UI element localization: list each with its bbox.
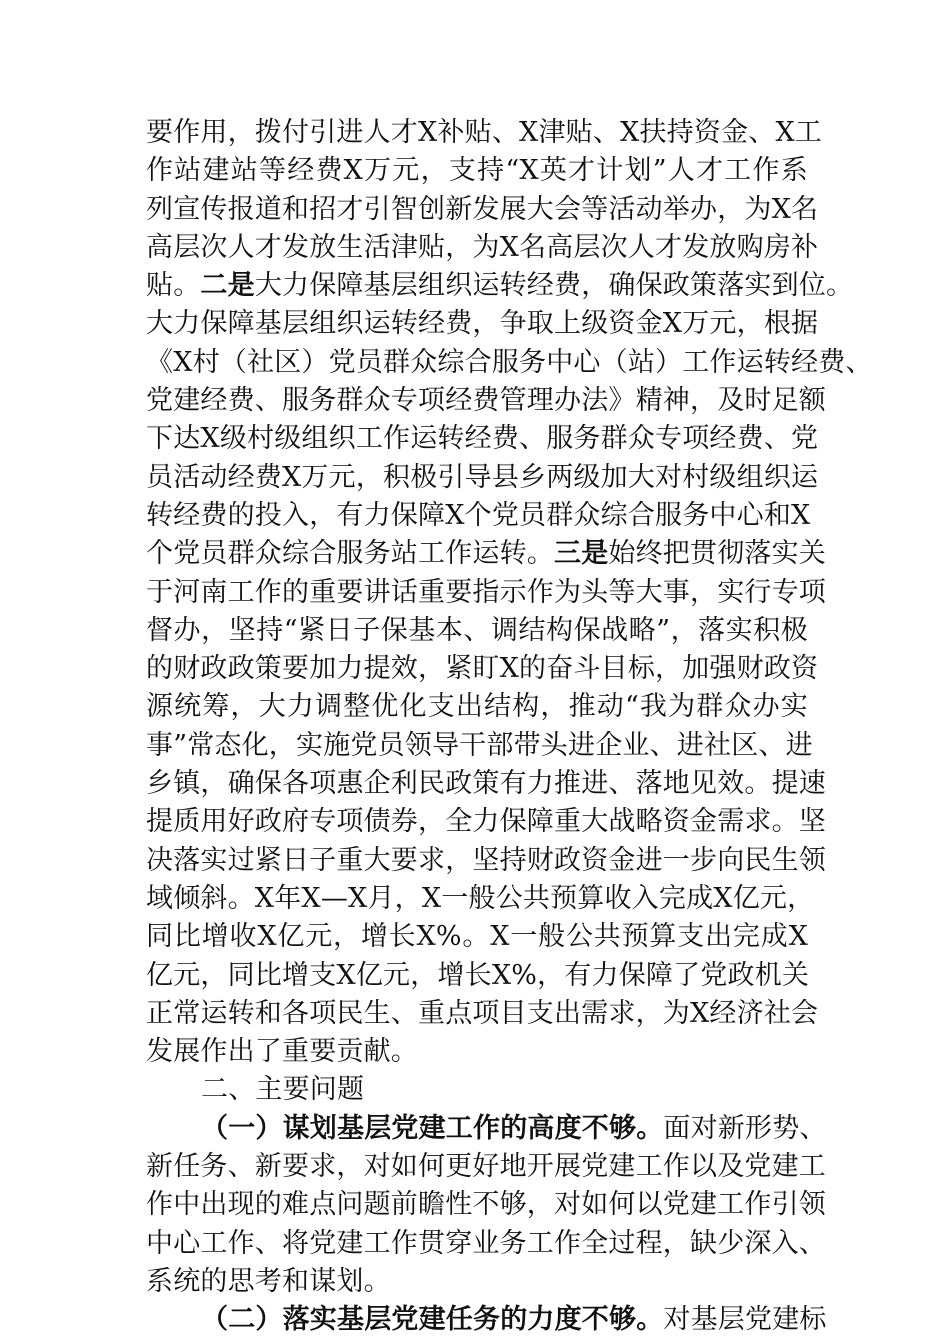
emphasis-second: 二是 [200, 270, 255, 302]
text-line: 决落实过紧日子重大要求，坚持财政资金进一步向民生领 [146, 844, 826, 876]
text-line: 新任务、新要求，对如何更好地开展党建工作以及党建工 [146, 1151, 826, 1183]
text-segment: 始终把贯彻落实关 [608, 538, 827, 570]
text-line [146, 1301, 827, 1339]
text-line [146, 267, 854, 305]
text-line: 员活动经费X万元，积极引导县乡两级加大对村级组织运 [146, 461, 819, 493]
text-line: 大力保障基层组织运转经费，争取上级资金X万元，根据 [146, 308, 819, 340]
text-line [146, 1110, 827, 1148]
paragraph-achievements [146, 114, 873, 1071]
text-segment: 贴。 [146, 270, 201, 302]
problem-title: （一）谋划基层党建工作的高度不够。 [201, 1112, 664, 1144]
text-line: 系统的思考和谋划。 [146, 1265, 391, 1297]
problem-item-2 [146, 1301, 827, 1339]
problem-title: （二）落实基层党建任务的力度不够。 [201, 1304, 664, 1336]
text-line: 提质用好政府专项债券，全力保障重大战略资金需求。坚 [146, 806, 826, 838]
text-line: 发展作出了重要贡献。 [146, 1036, 418, 1068]
text-line: 事”常态化，实施党员领导干部带头进企业、进社区、进 [146, 729, 813, 761]
text-line: 作站建站等经费X万元，支持“X英才计划”人才工作系 [146, 155, 808, 187]
text-line: 列宣传报道和招才引智创新发展大会等活动举办，为X名 [146, 193, 819, 225]
text-line: 源统筹，大力调整优化支出结构，推动“我为群众办实 [146, 691, 808, 723]
text-line: 作中出现的难点问题前瞻性不够，对如何以党建工作引领 [146, 1189, 826, 1221]
text-line: 高层次人才发放生活津贴，为X名高层次人才发放购房补 [146, 231, 819, 263]
text-segment: 大力保障基层组织运转经费，确保政策落实到位。 [254, 270, 854, 302]
text-segment: 个党员群众综合服务站工作运转。 [146, 538, 554, 570]
problem-item-1 [146, 1110, 827, 1301]
text-line: 于河南工作的重要讲话重要指示作为头等大事，实行专项 [146, 576, 826, 608]
emphasis-third: 三是 [554, 538, 609, 570]
text-line: 乡镇，确保各项惠企利民政策有力推进、落地见效。提速 [146, 768, 826, 800]
text-segment: 对基层党建标 [663, 1304, 827, 1336]
text-line: 党建经费、服务群众专项经费管理办法》精神，及时足额 [146, 385, 826, 417]
text-line [146, 535, 827, 573]
text-line: 下达X级村级组织工作运转经费、服务群众专项经费、党 [146, 423, 819, 455]
text-line: 《X村（社区）党员群众综合服务中心（站）工作运转经费、 [146, 346, 873, 378]
text-line: 同比增收X亿元，增长X%。X一般公共预算支出完成X [146, 921, 808, 953]
text-line: 转经费的投入，有力保障X个党员群众综合服务中心和X [146, 499, 811, 531]
text-line: 督办，坚持“紧日子保基本、调结构保战略”，落实积极 [146, 614, 808, 646]
text-line: 亿元，同比增支X亿元，增长X%，有力保障了党政机关 [146, 959, 810, 991]
document-body [146, 114, 873, 1340]
text-line: 的财政政策要加力提效，紧盯X的奋斗目标，加强财政资 [146, 653, 819, 685]
text-line: 域倾斜。X年X—X月，X一般公共预算收入完成X亿元， [146, 882, 815, 914]
text-line: 正常运转和各项民生、重点项目支出需求，为X经济社会 [146, 997, 819, 1029]
text-segment: 面对新形势、 [663, 1112, 827, 1144]
section-heading-main-problems: 二、主要问题 [201, 1074, 365, 1106]
text-line: 要作用，拨付引进人才X补贴、X津贴、X扶持资金、X工 [146, 117, 823, 148]
text-line: 中心工作、将党建工作贯穿业务工作全过程，缺少深入、 [146, 1227, 826, 1259]
